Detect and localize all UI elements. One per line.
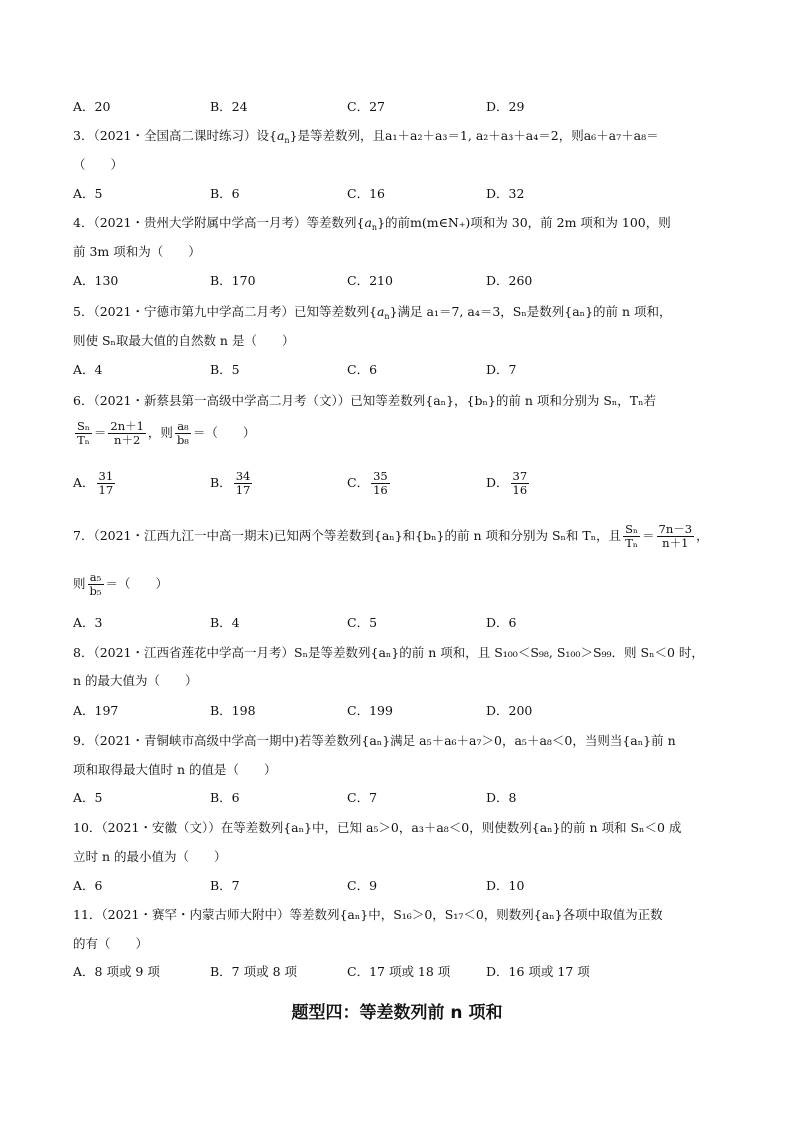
q7-eq: ＝ xyxy=(642,528,655,543)
q4-line2: 前 3m 项和为（ ） xyxy=(73,244,201,259)
q6-option-c: C． $\frac{35}{16}$ xyxy=(347,469,388,497)
q2-options xyxy=(73,97,733,113)
q6-option-a: A． $\frac{31}{17}$ xyxy=(73,469,114,497)
q11-option-b: B．7 项或 8 项 xyxy=(210,964,298,979)
q11-options xyxy=(73,962,733,978)
q6-ask: ，则 xyxy=(147,425,173,440)
q5-line2: 则使 Sₙ取最大值的自然数 n 是（ ） xyxy=(73,333,295,348)
q3-seq: $\{a_n\}$ xyxy=(269,128,298,145)
q4-option-b: B．170 xyxy=(210,273,256,288)
q6-condition xyxy=(73,420,255,447)
q5-option-b: B．5 xyxy=(210,362,240,377)
q7-option-d: D．6 xyxy=(486,615,517,630)
q9-stem: 9．（2021・青铜峡市高级中学高一期中)若等差数列{aₙ}满足 a₅＋a₆＋a₇＞0，a₅＋a₈＜0，当则当{aₙ}前 n xyxy=(73,733,676,748)
q5-cond: 满足 a₁＝7, a₄＝3， xyxy=(397,304,513,319)
q2-option-c: C．27 xyxy=(347,99,385,114)
q4-options xyxy=(73,271,733,287)
q4-prefix: 4．（2021・贵州大学附属中学高一月考）等差数列 xyxy=(73,215,357,230)
q4-seq: $\{a_n\}$ xyxy=(356,215,386,232)
q4-option-c: C．210 xyxy=(347,273,393,288)
q9-option-c: C．7 xyxy=(347,790,378,805)
q10-stem: 10．（2021・安徽（文））在等差数列{aₙ}中，已知 a₅＞0，a₃＋a₈＜0，则使数列{aₙ}的前 n 项和 Sₙ＜0 成 xyxy=(73,820,682,835)
q5-option-a: A．4 xyxy=(73,362,103,377)
q3-blank: （ ） xyxy=(73,157,124,172)
q4-m-expr: m(m∈N₊) xyxy=(410,215,471,230)
q3-option-c: C．16 xyxy=(347,186,385,201)
q8-option-c: C．199 xyxy=(347,703,393,718)
q5-stem xyxy=(73,302,672,321)
q7-stem xyxy=(73,523,709,550)
q5-rest: Sₙ是数列{aₙ}的前 n 项和， xyxy=(512,304,672,319)
q2-option-b: B．24 xyxy=(210,99,248,114)
section-heading: 题型四：等差数列前 n 项和 xyxy=(291,1003,503,1023)
q7-frac-ratio: $\frac{7n-3}{n+1}$ xyxy=(658,522,693,550)
q3-prefix: 3．（2021・全国高二课时练习）设 xyxy=(73,128,270,143)
q3-mid: 是等差数列，且 xyxy=(297,128,386,143)
q9-option-d: D．8 xyxy=(486,790,517,805)
q8-options xyxy=(73,701,733,717)
q6-options xyxy=(73,470,733,504)
q2-option-d: D．29 xyxy=(486,99,525,114)
q9-option-a: A．5 xyxy=(73,790,103,805)
q6-frac-ratio: $\frac{2n+1}{n+2}$ xyxy=(110,419,144,447)
q9-options xyxy=(73,788,733,804)
q8-option-d: D．200 xyxy=(486,703,533,718)
q10-option-b: B．7 xyxy=(210,878,240,893)
q5-prefix: 5．（2021・宁德市第九中学高二月考）已知等差数列 xyxy=(73,304,370,319)
q10-line2: 立时 n 的最小值为（ ） xyxy=(73,849,227,864)
q10-option-d: D．10 xyxy=(486,878,525,893)
q3-stem xyxy=(73,126,659,145)
q7-option-c: C．5 xyxy=(347,615,378,630)
q8-stem: 8．（2021・江西省莲花中学高一月考）Sₙ是等差数列{aₙ}的前 n 项和，且 S₁₀₀＜S₉₈, S₁₀₀＞S₉₉．则 Sₙ＜0 时， xyxy=(73,645,704,660)
q4-mid: 的前 xyxy=(385,215,411,230)
q11-option-c: C．17 项或 18 项 xyxy=(347,964,451,979)
q10-options xyxy=(73,876,733,892)
q7-options xyxy=(73,613,733,629)
q6-option-d: D． $\frac{37}{16}$ xyxy=(486,469,528,497)
q3-ask: ，则 xyxy=(558,128,584,143)
q7-frac-a-over-b: $\frac{\text{a₅}}{\text{b₅}}$ xyxy=(89,570,102,598)
q4-rest: 项和为 30，前 2m 项和为 100，则 xyxy=(470,215,671,230)
q11-option-a: A．8 项或 9 项 xyxy=(73,964,160,979)
q8-option-b: B．198 xyxy=(210,703,256,718)
q8-line2: n 的最大值为（ ） xyxy=(73,673,198,688)
q5-option-d: D．7 xyxy=(486,362,517,377)
q3-option-a: A．5 xyxy=(73,186,103,201)
q11-line2: 的有（ ） xyxy=(73,936,149,951)
q4-option-a: A．130 xyxy=(73,273,119,288)
q5-seq: $\{a_n\}$ xyxy=(369,304,398,321)
q11-stem: 11．（2021・赛罕・内蒙古师大附中）等差数列{aₙ}中，S₁₆＞0，S₁₇＜0，则数列{aₙ}各项中取值为正数 xyxy=(73,907,663,922)
q10-option-c: C．9 xyxy=(347,878,378,893)
q3-options xyxy=(73,184,733,200)
q9-option-b: B．6 xyxy=(210,790,240,805)
q7-line2 xyxy=(73,571,168,598)
q4-option-d: D．260 xyxy=(486,273,533,288)
q6-frac-a-over-b: $\frac{\text{a₈}}{\text{b₈}}$ xyxy=(176,419,189,447)
q11-option-d: D．16 项或 17 项 xyxy=(486,964,590,979)
q6-option-b: B． $\frac{34}{17}$ xyxy=(210,469,251,497)
q10-option-a: A．6 xyxy=(73,878,103,893)
q6-eq: ＝ xyxy=(93,425,107,440)
q7-option-b: B．4 xyxy=(210,615,240,630)
q3-option-b: B．6 xyxy=(210,186,240,201)
q6-frac-s-over-t: $\frac{\text{Sₙ}}{\text{Tₙ}}$ xyxy=(77,419,90,447)
q3-expr: a₆＋a₇＋a₈＝ xyxy=(583,128,659,143)
q7-prefix: 7．（2021・江西九江一中高一期末)已知两个等差数到{aₙ}和{bₙ}的前 n 项和分别为 Sₙ和 Tₙ，且 xyxy=(73,528,622,543)
q5-option-c: C．6 xyxy=(347,362,378,377)
q7-then: 则 xyxy=(73,576,86,591)
q7-comma: ， xyxy=(696,528,709,543)
q7-frac-s-over-t: $\frac{\text{Sₙ}}{\text{Tₙ}}$ xyxy=(625,522,638,550)
q3-cond: a₁＋a₂＋a₃＝1, a₂＋a₃＋a₄＝2 xyxy=(385,128,559,143)
q3-option-d: D．32 xyxy=(486,186,525,201)
q8-option-a: A．197 xyxy=(73,703,119,718)
q7-option-a: A．3 xyxy=(73,615,103,630)
q5-options xyxy=(73,360,733,376)
q2-option-a: A．20 xyxy=(73,99,111,114)
q4-stem xyxy=(73,213,671,232)
q9-line2: 项和取得最大值时 n 的值是（ ） xyxy=(73,762,277,777)
q7-blank: ＝（ ） xyxy=(105,576,169,591)
q6-blank: ＝（ ） xyxy=(192,425,256,440)
q6-stem: 6．（2021・新蔡县第一高级中学高二月考（文））已知等差数列{aₙ}，{bₙ}的前 n 项和分别为 Sₙ，Tₙ若 xyxy=(73,393,657,408)
